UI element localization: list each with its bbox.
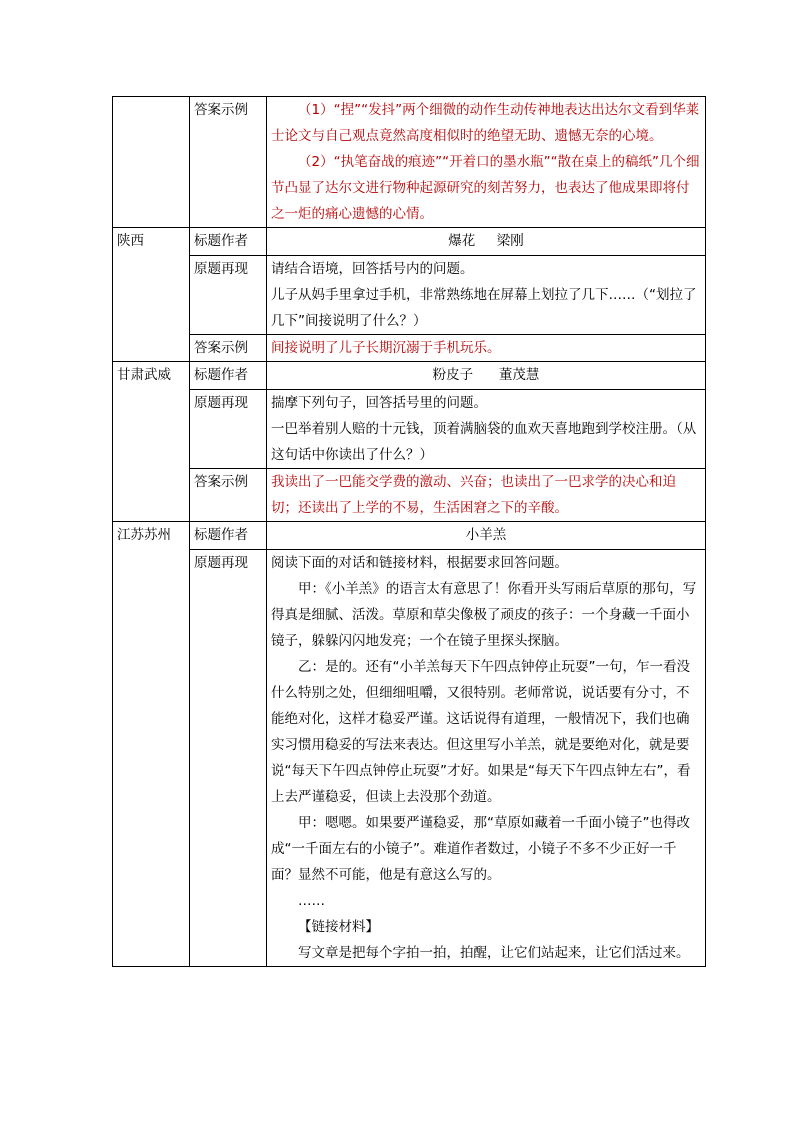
title-author: 爆花 梁刚 [267, 228, 706, 256]
row-label: 原题再现 [190, 256, 267, 335]
question-paragraph: 阅读下面的对话和链接材料，根据要求回答问题。 [271, 555, 568, 571]
question-paragraph: 请结合语境，回答括号内的问题。 [271, 261, 474, 277]
question-cell [267, 390, 706, 469]
answer-cell [267, 97, 706, 228]
ellipsis-line: …… [298, 893, 325, 909]
region-cell [113, 97, 190, 228]
row-label: 答案示例 [190, 97, 267, 228]
row-label: 答案示例 [190, 335, 267, 362]
question-paragraph: 写文章是把每个字拍一拍，拍醒，让它们站起来，让它们活过来。 [298, 945, 690, 961]
question-paragraph: 甲：《小羊羔》的语言太有意思了！你看开头写雨后草原的那句，写得真是细腻、活泼。草原和草尖像极了顽皮的孩子：一个身藏一千面小镜子，躲躲闪闪地发亮；一个在镜子里探头探脑。 [271, 581, 697, 649]
exam-table [112, 96, 706, 967]
table-row [113, 228, 706, 256]
table-row [113, 335, 706, 362]
question-cell [267, 256, 706, 335]
row-label: 标题作者 [190, 362, 267, 390]
answer-paragraph: （2）“执笔奋战的痕迹”“开着口的墨水瓶”“散在桌上的稿纸”几个细节凸显了达尔文进行物种起源研究的刻苦努力，也表达了他成果即将付之一炬的痛心遗憾的心情。 [271, 154, 700, 222]
table-row [113, 362, 706, 390]
table-row [113, 256, 706, 335]
region-cell: 陕西 [113, 228, 190, 362]
title-author: 小羊羔 [267, 522, 706, 550]
table-row [113, 522, 706, 550]
link-material-heading: 【链接材料】 [298, 919, 379, 935]
question-paragraph: 乙：是的。还有“小羊羔每天下午四点钟停止玩耍”一句，乍一看没什么特别之处，但细细咀嚼，又很特别。老师常说，说话要有分寸，不能绝对化，这样才稳妥严谨。这话说得有道理，一般情况下，我们也确实习惯用稳妥的写法来表达。但这里写小羊羔，就是要绝对化，就是要说“每天下午四点钟停止玩耍”才好。如果是“每天下午四点钟左右”，看上去严谨稳妥，但读上去没那个劲道。 [271, 659, 691, 805]
table-row [113, 550, 706, 967]
answer-cell: 我读出了一巴能交学费的激动、兴奋；也读出了一巴求学的决心和迫切；还读出了上学的不易，生活困窘之下的辛酸。 [267, 469, 706, 522]
table-row [113, 97, 706, 228]
question-paragraph: 一巴举着别人赔的十元钱，顶着满脑袋的血欢天喜地跑到学校注册。（从这句话中你读出了什么？） [271, 421, 697, 463]
question-cell [267, 550, 706, 967]
question-paragraph: 揣摩下列句子，回答括号里的问题。 [271, 395, 487, 411]
table-row [113, 390, 706, 469]
answer-paragraph: （1）“捏”“发抖”两个细微的动作生动传神地表达出达尔文看到华莱士论文与自己观点竟然高度相似时的绝望无助、遗憾无奈的心境。 [271, 102, 700, 144]
row-label: 标题作者 [190, 522, 267, 550]
row-label: 原题再现 [190, 550, 267, 967]
question-paragraph: 甲：嗯嗯。如果要严谨稳妥，那“草原如藏着一千面小镜子”也得改成“一千面左右的小镜子”。难道作者数过，小镜子不多不少正好一千面？显然不可能，他是有意这么写的。 [271, 815, 690, 883]
row-label: 原题再现 [190, 390, 267, 469]
answer-cell: 间接说明了儿子长期沉溺于手机玩乐。 [267, 335, 706, 362]
table-row [113, 469, 706, 522]
row-label: 标题作者 [190, 228, 267, 256]
title-author: 粉皮子 董茂慧 [267, 362, 706, 390]
region-cell: 江苏苏州 [113, 522, 190, 967]
region-cell: 甘肃武威 [113, 362, 190, 522]
row-label: 答案示例 [190, 469, 267, 522]
question-paragraph: 儿子从妈手里拿过手机，非常熟练地在屏幕上划拉了几下……（“划拉了几下”间接说明了什么？） [271, 287, 697, 329]
